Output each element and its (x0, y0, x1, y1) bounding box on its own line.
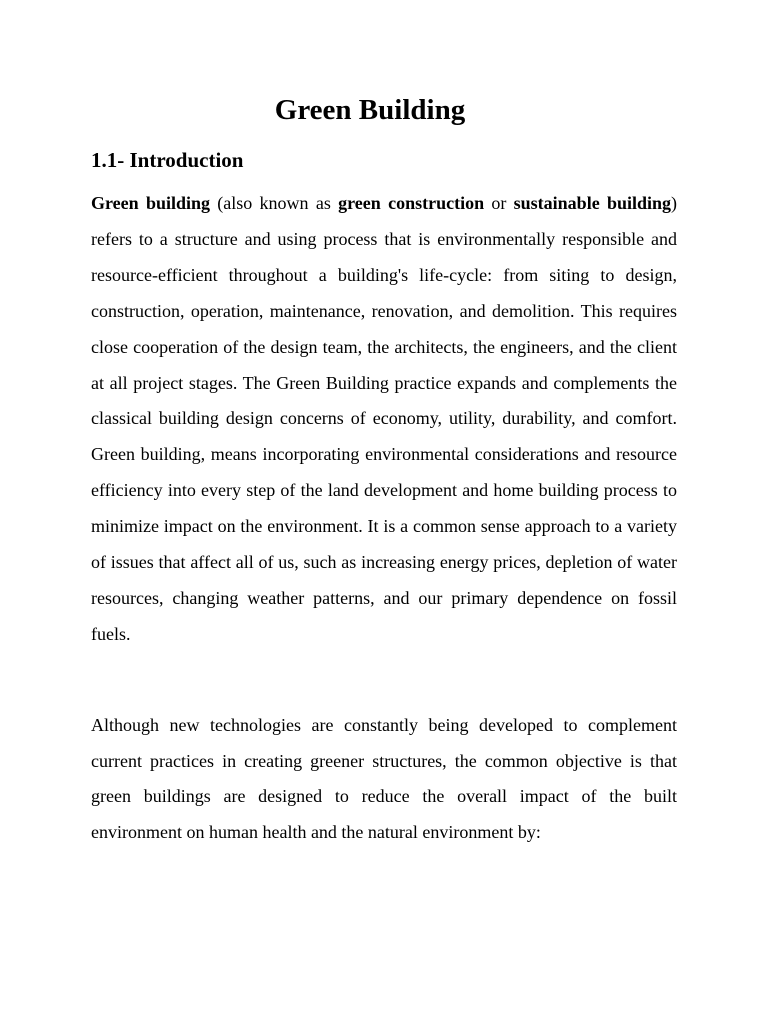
paragraph-text-segment: or (484, 193, 514, 213)
section-heading-introduction: 1.1- Introduction (91, 148, 244, 172)
document-title: Green Building (274, 94, 466, 126)
paragraph-text-segment: ) refers to a structure and using process that is environmentally responsible and resource-efficient throughout a building's life-cycle: from siting to design, construction, operation, maintenance, renovation, and demolition. This requires close cooperation of the design team, the architects, the engineers, and the client at all project stages. The Green Building practice expands and complements the classical building design concerns of economy, utility, durability, and comfort. Green building, means incorporating environmental considerations and resource efficiency into every step of the land development and home building process to minimize impact on the environment. It is a common sense approach to a variety of issues that affect all of us, such as increasing energy prices, depletion of water resources, changing weather patterns, and our primary dependence on fossil fuels. (91, 193, 678, 644)
objective-paragraph: Although new technologies are constantly being developed to complement current practices in creating greener structures, the common objective is that green buildings are designed to reduce the overall impact of the built environment on human health and the natural environment by: (91, 715, 677, 842)
term-green-construction: green construction (338, 193, 485, 213)
term-sustainable-building: sustainable building (513, 193, 672, 213)
term-green-building: Green building (91, 193, 210, 213)
intro-paragraph (91, 186, 677, 653)
paragraph-text-segment: (also known as (210, 193, 339, 213)
